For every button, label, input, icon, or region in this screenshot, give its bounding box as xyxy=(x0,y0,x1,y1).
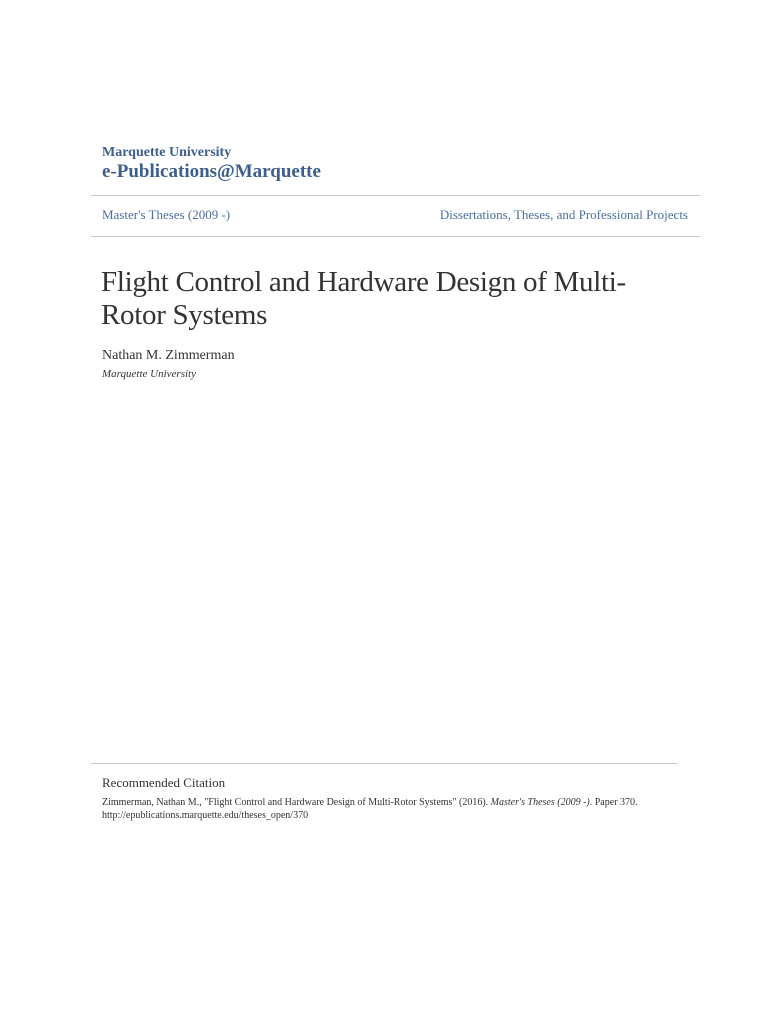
author-name: Nathan M. Zimmerman xyxy=(102,348,235,363)
repository-header xyxy=(102,145,321,183)
citation-text xyxy=(102,796,682,822)
institution-name[interactable]: Marquette University xyxy=(102,145,232,160)
header-divider-bottom xyxy=(91,236,700,237)
repository-name[interactable]: e-Publications@Marquette xyxy=(102,161,321,182)
citation-url[interactable]: http://epublications.marquette.edu/theses_open/370 xyxy=(102,810,309,821)
citation-prefix: Zimmerman, Nathan M., "Flight Control and Hardware Design of Multi-Rotor Systems" (2016). xyxy=(102,797,491,808)
header-divider-top xyxy=(91,195,700,196)
citation-suffix: . Paper 370. xyxy=(589,797,638,808)
author-affiliation: Marquette University xyxy=(102,368,196,380)
citation-heading: Recommended Citation xyxy=(102,775,226,790)
document-title: Flight Control and Hardware Design of Multi-Rotor Systems xyxy=(101,266,626,331)
citation-series: Master's Theses (2009 -) xyxy=(490,797,590,808)
citation-divider xyxy=(91,763,678,764)
collection-link-masters-theses[interactable]: Master's Theses (2009 -) xyxy=(102,207,231,222)
collection-link-dissertations[interactable]: Dissertations, Theses, and Professional Projects xyxy=(439,207,688,222)
